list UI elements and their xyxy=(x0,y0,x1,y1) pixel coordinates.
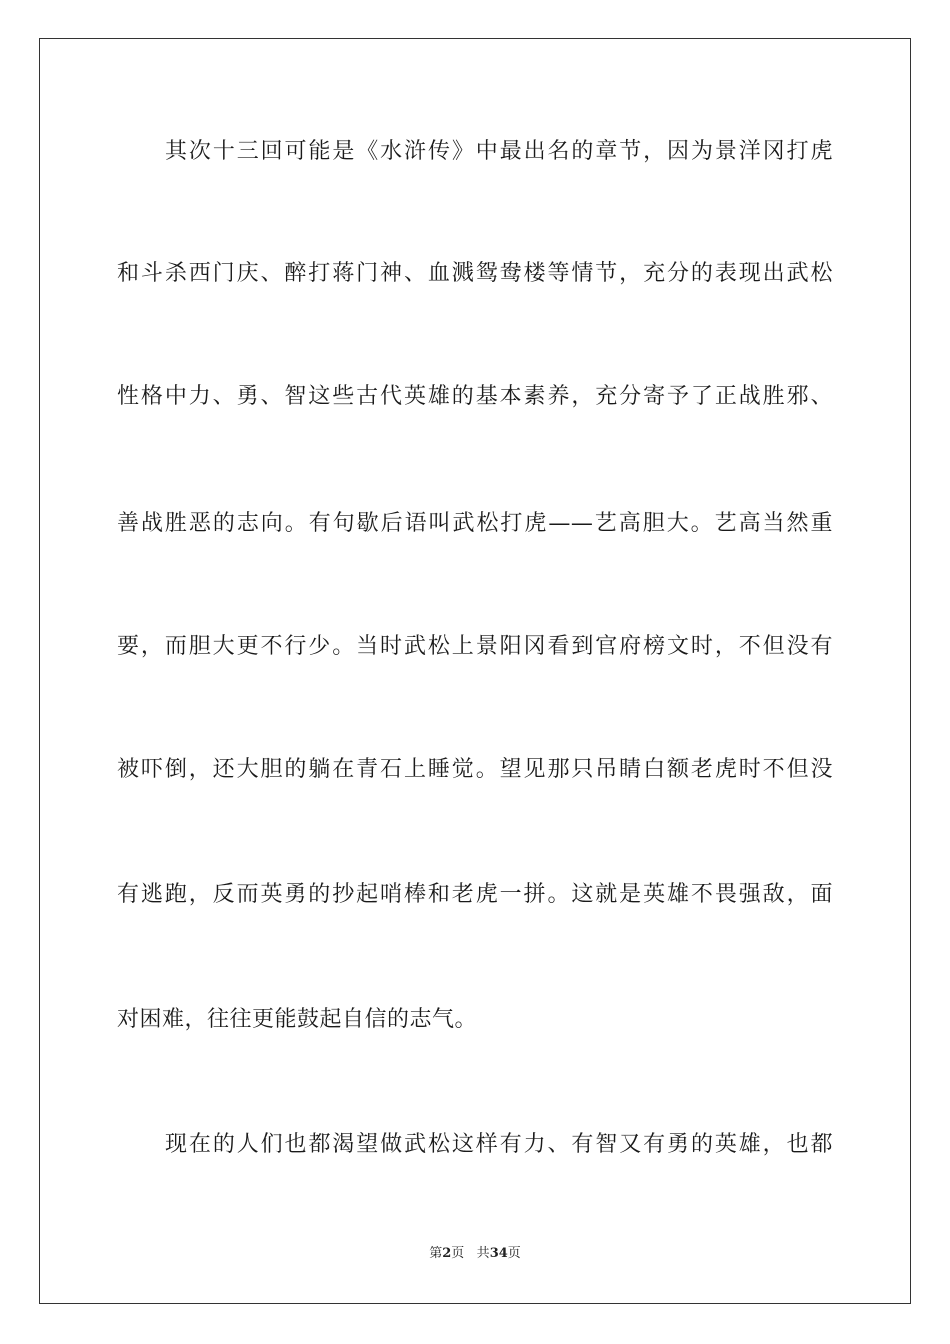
page-border xyxy=(39,38,911,1304)
text-line-1: 其次十三回可能是《水浒传》中最出名的章节，因为景洋冈打虎 xyxy=(165,139,833,164)
text-line-2: 和斗杀西门庆、醉打蒋门神、血溅鸳鸯楼等情节，充分的表现出武松 xyxy=(117,261,833,286)
total-prefix: 共 xyxy=(476,1246,490,1261)
page-prefix: 第 xyxy=(429,1246,443,1261)
text-line-8: 对困难，往往更能鼓起自信的志气。 xyxy=(117,1007,478,1032)
page-suffix: 页 xyxy=(451,1246,465,1261)
total-suffix: 页 xyxy=(507,1246,521,1261)
total-pages: 34 xyxy=(489,1246,508,1261)
text-line-6: 被吓倒，还大胆的躺在青石上睡觉。望见那只吊睛白额老虎时不但没 xyxy=(117,757,833,782)
page-footer xyxy=(0,1245,950,1263)
page-number: 2 xyxy=(442,1246,452,1261)
text-line-5: 要，而胆大更不行少。当时武松上景阳冈看到官府榜文时，不但没有 xyxy=(117,634,833,659)
text-line-7: 有逃跑，反而英勇的抄起哨棒和老虎一拼。这就是英雄不畏强敌，面 xyxy=(117,882,833,907)
text-line-4: 善战胜恶的志向。有句歇后语叫武松打虎——艺高胆大。艺高当然重 xyxy=(117,511,833,536)
text-line-9: 现在的人们也都渴望做武松这样有力、有智又有勇的英雄，也都 xyxy=(165,1132,833,1157)
text-line-3: 性格中力、勇、智这些古代英雄的基本素养，充分寄予了正战胜邪、 xyxy=(117,384,833,409)
